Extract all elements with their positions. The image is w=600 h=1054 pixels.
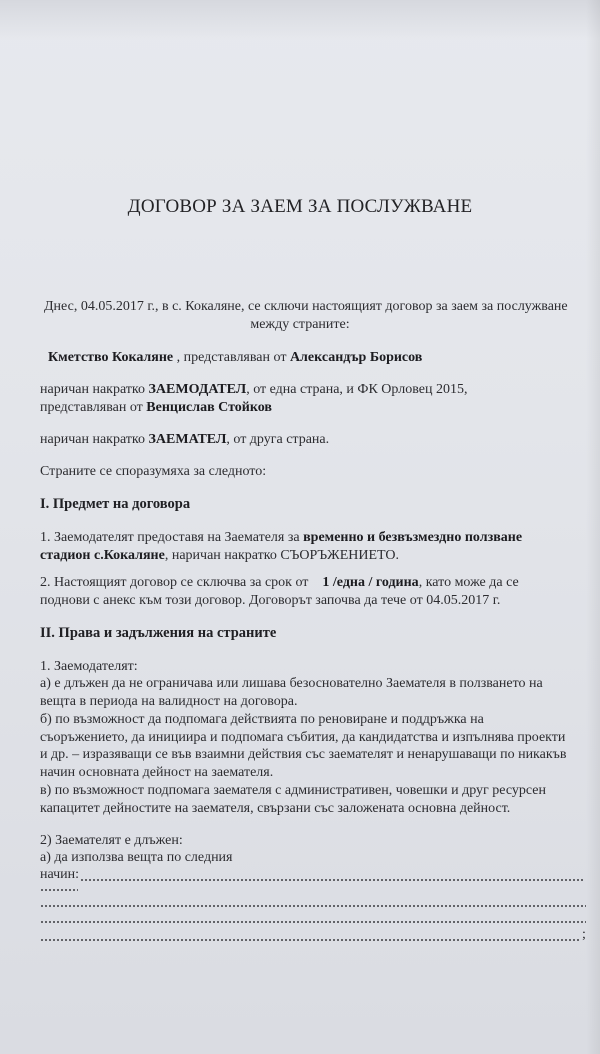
party1-line bbox=[48, 349, 422, 367]
s1-p2-line2: поднови с анекс към този договор. Договорът започва да тече от 04.05.2017 г. bbox=[40, 593, 501, 608]
s1-p1-line2 bbox=[40, 547, 399, 565]
fill-line-1 bbox=[80, 879, 585, 881]
s1p2-c: , като може да се bbox=[418, 575, 519, 590]
fill-line-2 bbox=[40, 889, 78, 891]
borrower-pre: наричан накратко bbox=[40, 432, 149, 447]
party1-name: Кметство Кокаляне bbox=[48, 350, 174, 365]
s1p2-a: 2. Настоящият договор се сключва за срок от bbox=[40, 575, 323, 590]
s1p1-a: 1. Заемодателят предоставя на Заемателя за bbox=[40, 530, 304, 545]
party2-rep: Венцислав Стойков bbox=[146, 400, 272, 415]
s1p1-c: стадион с.Кокаляне bbox=[40, 548, 165, 563]
s2a-line1: а) е длъжен да не ограничава или лишава безоснователно Заемателя в ползването на bbox=[40, 676, 543, 691]
s2a-line2: вещта в периода на валидност на договора. bbox=[40, 694, 298, 709]
s2-borrower-a: а) да използва вещта по следния bbox=[40, 850, 233, 865]
borrower-term: ЗАЕМАТЕЛ bbox=[148, 432, 227, 447]
lender-post: , от една страна, и ФК Орловец 2015, bbox=[246, 382, 468, 397]
agreed-line: Страните се споразумяха за следното: bbox=[40, 464, 267, 479]
fill-line-4 bbox=[40, 921, 586, 923]
fill-line-3 bbox=[40, 905, 586, 907]
s2-manner-label: начин: bbox=[40, 867, 80, 882]
s2c-line2: капацитет дейностите на заемателя, свързани със заложената основна дейност. bbox=[40, 801, 511, 816]
s2c-line1: в) по възможност подпомага заемателя с административен, човешки и друг ресурсен bbox=[40, 783, 546, 798]
borrower-line bbox=[40, 431, 329, 449]
s1p2-b: 1 /една / година bbox=[322, 575, 419, 590]
document-title: ДОГОВОР ЗА ЗАЕМ ЗА ПОСЛУЖВАНЕ bbox=[127, 196, 473, 217]
s2b-line2: съоръжението, да инициира и подпомага събития, да кандидатства и изпълнява проекти bbox=[40, 730, 566, 745]
s2b-line1: б) по възможност да подпомага действията по реновиране и поддръжка на bbox=[40, 712, 484, 727]
party2-pre: представляван от bbox=[40, 400, 147, 415]
section1-heading: І. Предмет на договора bbox=[40, 496, 191, 512]
lender-term: ЗАЕМОДАТЕЛ bbox=[148, 382, 247, 397]
page-edge-shadow bbox=[586, 0, 600, 1054]
s2b-line4: начин основната дейност на заемателя. bbox=[40, 765, 274, 780]
s2-borrower: 2) Заемателят е длъжен: bbox=[40, 833, 183, 848]
party1-rep: Александър Борисов bbox=[289, 350, 423, 365]
section2-heading: ІІ. Права и задължения на страните bbox=[40, 625, 277, 641]
s1-p2-line1 bbox=[40, 574, 519, 592]
s1-p1-line1 bbox=[40, 529, 522, 547]
borrower-post: , от друга страна. bbox=[226, 432, 330, 447]
intro-line-1: Днес, 04.05.2017 г., в с. Кокаляне, се сключи настоящият договор за заем за послужване bbox=[44, 299, 568, 314]
fill-line-5 bbox=[40, 939, 580, 941]
s1p1-b: временно и безвъзмездно ползване bbox=[303, 530, 523, 545]
s2b-line3: и др. – изразяващи се във взаимни действия със заемателят и ненарушаващи по никакъв bbox=[40, 747, 567, 762]
party1-mid: , представляван от bbox=[173, 350, 290, 365]
intro-line-2: между страните: bbox=[250, 317, 350, 332]
s1p1-d: , наричан накратко СЪОРЪЖЕНИЕТО. bbox=[164, 548, 400, 563]
fill-line-end: ; bbox=[582, 927, 586, 942]
s2-lender: 1. Заемодателят: bbox=[40, 659, 138, 674]
lender-pre: наричан накратко bbox=[40, 382, 149, 397]
lender-line bbox=[40, 381, 467, 399]
party2-line bbox=[40, 399, 272, 417]
